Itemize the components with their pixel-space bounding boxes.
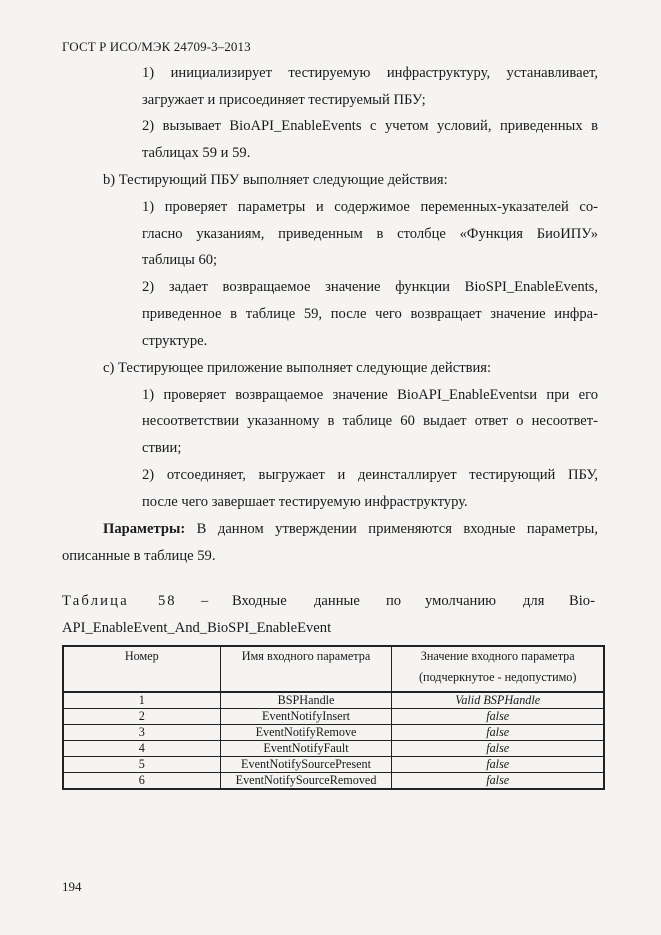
cell-value: false [392, 709, 604, 725]
cell-number: 2 [63, 709, 220, 725]
parameters-label: Параметры: [103, 521, 186, 537]
table-row [63, 757, 604, 773]
col-header-number: Номер [63, 646, 220, 692]
body-line: 2) вызывает BioAPI_EnableEvents с учетом условий, приведенных в [142, 118, 598, 134]
cell-value: false [392, 741, 604, 757]
cell-value: false [392, 725, 604, 741]
body-line: 1) проверяет параметры и содержимое переменных-указателей со- [142, 199, 598, 215]
table-row [63, 741, 604, 757]
table-row [63, 709, 604, 725]
cell-name: EventNotifySourcePresent [220, 757, 392, 773]
col-header-value-line1: Значение входного параметра [420, 649, 575, 663]
parameters-text: В данном утверждении применяются входные параметры, [185, 521, 598, 537]
caption-line2: API_EnableEvent_And_BioSPI_EnableEvent [62, 620, 332, 636]
cell-number: 3 [63, 725, 220, 741]
cell-value: false [392, 757, 604, 773]
col-header-value-line2: (подчеркнутое - недопустимо) [418, 670, 577, 684]
body-line: несоответствии указанному в таблице 60 выдает ответ о несоответ- [142, 413, 598, 429]
cell-name: EventNotifySourceRemoved [220, 773, 392, 790]
body-line: таблицы 60; [142, 252, 218, 268]
body-line: 1) инициализирует тестируемую инфраструктуру, устанавливает, [142, 65, 598, 81]
col-header-value [392, 646, 604, 692]
parameters-paragraph [103, 520, 598, 538]
caption-dash: – [201, 593, 209, 609]
col-header-name: Имя входного параметра [220, 646, 392, 692]
page-header: ГОСТ Р ИСО/МЭК 24709-3–2013 [62, 39, 251, 54]
list-item-b: b) Тестирующий ПБУ выполняет следующие действия: [103, 172, 448, 188]
cell-name: EventNotifyRemove [220, 725, 392, 741]
cell-name: EventNotifyInsert [220, 709, 392, 725]
table-row [63, 692, 604, 709]
cell-value: Valid BSPHandle [392, 692, 604, 709]
table-row [63, 773, 604, 790]
cell-name: BSPHandle [220, 692, 392, 709]
parameters-table [62, 645, 605, 790]
body-line: 1) проверяет возвращаемое значение BioAPI_EnableEventsи при его [142, 387, 598, 403]
cell-name: EventNotifyFault [220, 741, 392, 757]
cell-value: false [392, 773, 604, 790]
caption-word: по [386, 593, 402, 609]
caption-number: 58 [158, 593, 177, 609]
caption-word: умолчанию [425, 593, 497, 609]
cell-number: 5 [63, 757, 220, 773]
cell-number: 4 [63, 741, 220, 757]
caption-word: данные [314, 593, 360, 609]
list-item-c: c) Тестирующее приложение выполняет следующие действия: [103, 360, 492, 376]
caption-word: для [523, 593, 545, 609]
page-number: 194 [62, 879, 82, 894]
body-line: структуре. [142, 333, 208, 349]
body-line: загружает и присоединяет тестируемый ПБУ; [142, 92, 426, 108]
cell-number: 1 [63, 692, 220, 709]
body-line: приведенное в таблице 59, после чего возвращает значение инфра- [142, 306, 598, 322]
body-line: 2) задает возвращаемое значение функции BioSPI_EnableEvents, [142, 279, 598, 295]
cell-number: 6 [63, 773, 220, 790]
caption-word-table: Таблица [62, 593, 129, 609]
table-row [63, 725, 604, 741]
body-line: таблицах 59 и 59. [142, 145, 251, 161]
body-line: гласно указаниям, приведенным в столбце «Функция БиоИПУ» [142, 226, 598, 242]
caption-word: Bio- [569, 593, 595, 609]
caption-word: Входные [232, 593, 287, 609]
body-line: описанные в таблице 59. [62, 548, 216, 564]
body-line: после чего завершает тестируемую инфраструктуру. [142, 494, 468, 510]
body-line: 2) отсоединяет, выгружает и деинсталлирует тестирующий ПБУ, [142, 467, 598, 483]
body-line: ствии; [142, 440, 182, 456]
